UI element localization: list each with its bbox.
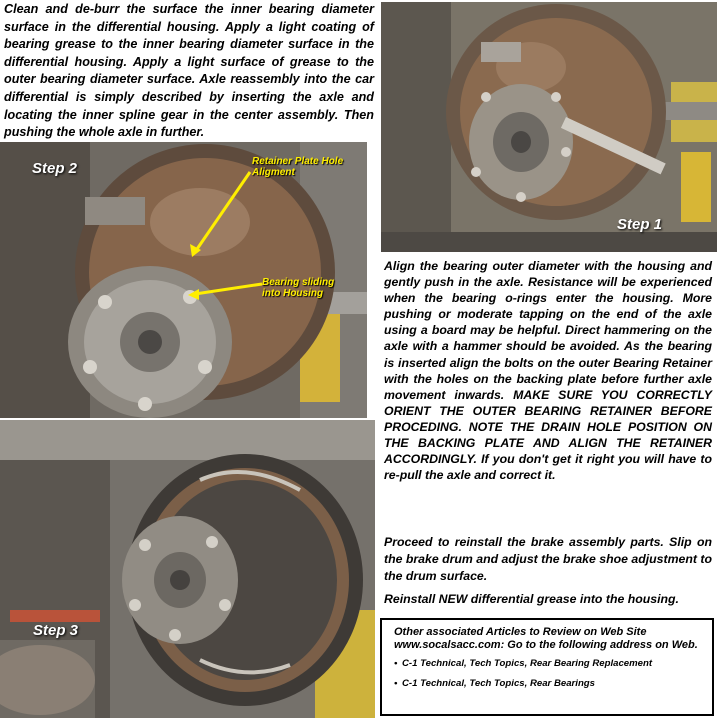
step2-label: Step 2 bbox=[32, 160, 78, 177]
step3-label: Step 3 bbox=[33, 622, 79, 639]
reinstall-grease-paragraph: Reinstall NEW differential grease into the housing. bbox=[384, 592, 679, 606]
related-article-link[interactable] bbox=[394, 678, 704, 690]
related-article-label: C-1 Technical, Tech Topics, Rear Bearing Replacement bbox=[402, 658, 653, 669]
bullet-icon: • bbox=[394, 658, 398, 669]
reinstall-brake-paragraph: Proceed to reinstall the brake assembly parts. Slip on the brake drum and adjust the brake shoe adjustment to the drum surface. bbox=[384, 535, 712, 583]
step1-photo bbox=[381, 2, 717, 252]
related-articles-list bbox=[394, 658, 704, 690]
related-articles-text: Other associated Articles to Review on Web Site www.socalsacc.com: Go to the following address on Web. bbox=[394, 626, 698, 651]
step1-label: Step 1 bbox=[617, 216, 663, 233]
related-article-link[interactable] bbox=[394, 658, 704, 670]
related-articles-box bbox=[380, 618, 714, 716]
bearing-sliding-annotation: Bearing sliding into Housing bbox=[262, 277, 335, 299]
related-article-label: C-1 Technical, Tech Topics, Rear Bearings bbox=[402, 678, 595, 689]
align-paragraph: Align the bearing outer diameter with the housing and gently push in the axle. Resistance will be experienced when the bearing o-rings enter the housing. More pushing or moderate tapping on the end of the axle using a board may be helpful. Direct hammering on the axle with a hammer should be avoided. As the bearing is inserted align the bolts on the outer Bearing Retainer with the holes on the backing plate before further axle movement inwards. MAKE SURE YOU CORRECTLY ORIENT THE OUTER BEARING RETAINER BEFORE PROCEDING. NOTE THE DRAIN HOLE POSITION ON THE BACKING PLATE AND ALIGN THE RETAINER ACCORDINGLY. If you don't get it right you will have to re-pull the axle and correct it. bbox=[384, 259, 712, 483]
retainer-plate-annotation: Retainer Plate Hole Aligment bbox=[252, 156, 344, 178]
intro-paragraph: Clean and de-burr the surface the inner bearing diameter surface in the differential housing. Apply a light coating of bearing grease to the inner bearing diameter surface in the differential housing. Apply a light surface of grease to the outer bearing diameter surface. Axle reassembly into the car differential is simply described by inserting the axle and locating the inner spline gear in the center assembly. Then pushing the whole axle in further. bbox=[4, 2, 374, 140]
bullet-icon: • bbox=[394, 678, 398, 689]
step3-photo bbox=[0, 420, 375, 718]
